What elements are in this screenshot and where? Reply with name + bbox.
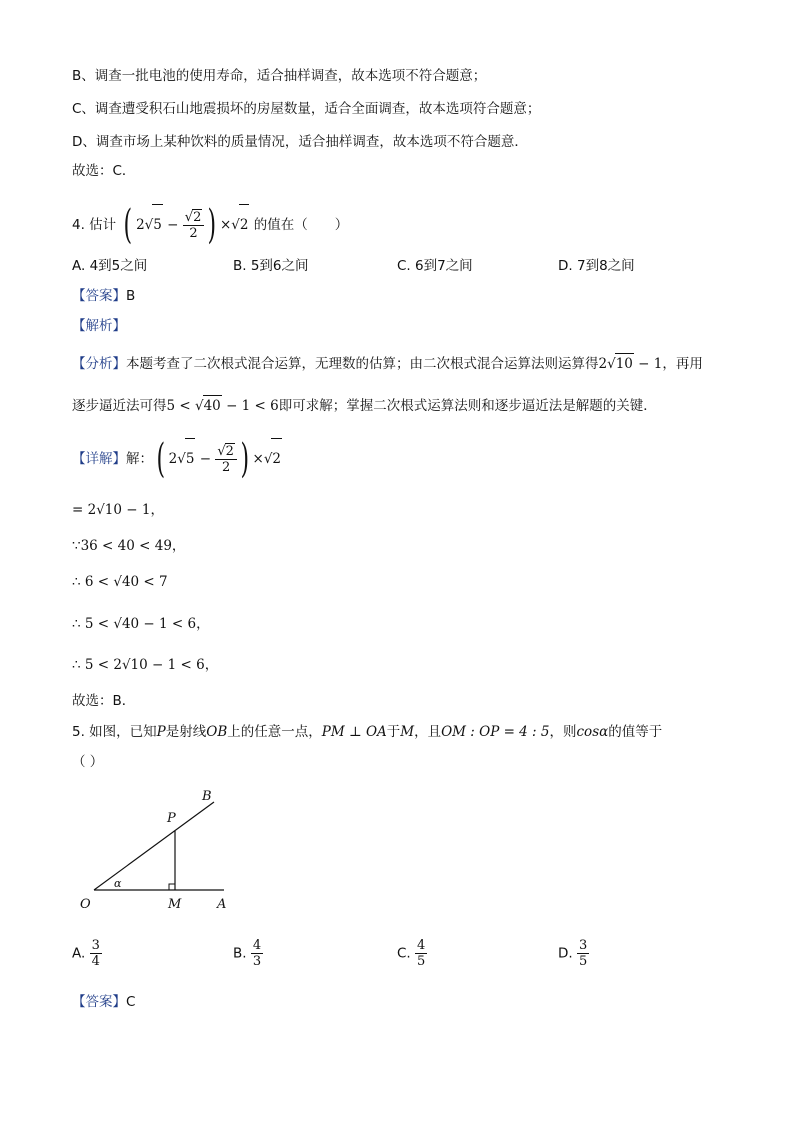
numerator: 3 (91, 938, 100, 953)
fenxi-text: 本题考查了二次根式混合运算，无理数的估算；由二次根式混合运算法则运算得 (126, 356, 599, 372)
q5-text: 的值等于 (608, 724, 663, 740)
q4-answer (72, 286, 135, 306)
fenxi-text-end: 即可求解；掌握二次根式运算法则和逐步逼近法是解题的关键． (278, 398, 657, 414)
q4-option-d: D. 7到8之间 (558, 258, 635, 274)
detail-step-4: ∴ 5 < √40 − 1 < 6， (72, 616, 210, 632)
q4-analysis-tag (72, 316, 126, 336)
detail-step-2: ∵36 < 40 < 49， (72, 538, 186, 554)
question-4-suffix: 的值在（ ） (253, 217, 349, 233)
q5-var-ob: OB (206, 724, 228, 740)
question-4 (72, 202, 349, 248)
ray-ob (94, 802, 214, 890)
label-b: B (202, 789, 212, 804)
detail-prefix: 解： (126, 451, 153, 467)
q5-option-d (558, 938, 589, 969)
q5-ratio: OM : OP = 4 : 5 (441, 724, 550, 740)
numerator: 4 (252, 938, 262, 953)
fenxi-expression-1: 2√10 − 1 (599, 356, 663, 372)
label-p: P (167, 811, 176, 826)
q5-paren: （ ） (72, 754, 104, 770)
q5-var-m: M (400, 724, 415, 740)
right-angle-mark (169, 884, 175, 890)
label-a: A (217, 897, 227, 912)
q4-conclusion: 故选：B． (72, 693, 136, 709)
analysis-tag: 【解析】 (72, 318, 126, 334)
answer-value: B (126, 288, 136, 304)
option-fraction (415, 938, 427, 969)
q5-text: 于 (386, 724, 401, 740)
q4-fenxi-line2 (72, 395, 657, 416)
denominator: 5 (578, 954, 588, 969)
option-letter: A. (72, 945, 86, 962)
option-letter: C. (397, 945, 411, 962)
detail-expression: ( 2√5 − $\frac{√2}{2}$ ) ×√2 (156, 436, 282, 482)
q5-cos: cosα (576, 724, 609, 740)
numerator: 4 (417, 938, 426, 953)
q4-option-b: B. 5到6之间 (233, 258, 309, 274)
denominator: 4 (91, 954, 100, 969)
solution-line-c: C、调查遭受积石山地震损坏的房屋数量，适合全面调查，故本选项符合题意； (72, 101, 541, 117)
solution-line-d: D、调查市场上某种饮料的质量情况，适合抽样调查，故本选项不符合题意． (72, 134, 528, 150)
q4-option-a: A. 4到5之间 (72, 258, 148, 274)
detail-step-3: ∴ 6 < √40 < 7 (72, 574, 168, 590)
q5-text: ，则 (549, 724, 577, 740)
option-fraction (577, 938, 589, 969)
fenxi-tag: 【分析】 (72, 356, 126, 372)
triangle-figure (72, 780, 242, 916)
answer-value: C (126, 994, 136, 1010)
numerator: 3 (578, 938, 588, 953)
question-4-prefix: 4. 估计 (72, 217, 117, 233)
q5-option-a (72, 938, 102, 969)
q5-text: 是射线 (165, 724, 207, 740)
q5-option-c (397, 938, 427, 969)
option-fraction (251, 938, 263, 969)
q5-text: ，且 (414, 724, 442, 740)
q5-text: 5. 如图，已知 (72, 724, 157, 740)
q4-option-c: C. 6到7之间 (397, 258, 473, 274)
detail-tag: 【详解】 (72, 451, 126, 467)
q5-text: 上的任意一点， (227, 724, 322, 740)
fenxi-text: 逐步逼近法可得 (72, 398, 167, 414)
q4-fenxi-line1 (72, 353, 703, 374)
answer-tag: 【答案】 (72, 288, 126, 304)
question-5 (72, 722, 662, 742)
label-o: O (80, 897, 91, 912)
option-letter: B. (233, 945, 247, 962)
label-m: M (168, 897, 182, 912)
detail-step-1: = 2√10 − 1， (72, 502, 164, 518)
denominator: 5 (417, 954, 426, 969)
q5-answer (72, 992, 135, 1012)
previous-answer-choice: 故选：C． (72, 163, 136, 179)
q5-perpendicular: PM ⊥ OA (321, 724, 387, 740)
fenxi-expression-2: 5 < √40 − 1 < 6 (167, 398, 279, 414)
q4-detail-line (72, 436, 282, 482)
denominator: 3 (252, 954, 262, 969)
option-fraction (90, 938, 102, 969)
label-alpha: α (114, 877, 122, 890)
answer-tag: 【答案】 (72, 994, 126, 1010)
detail-step-5: ∴ 5 < 2√10 − 1 < 6， (72, 657, 219, 673)
solution-line-b: B、调查一批电池的使用寿命，适合抽样调查，故本选项不符合题意； (72, 68, 487, 84)
q5-option-b (233, 938, 263, 969)
q5-var-p: P (156, 724, 166, 740)
fenxi-text-tail: ，再用 (662, 356, 703, 372)
option-letter: D. (558, 945, 573, 962)
question-4-expression: ( 2√5 − $\frac{√2}{2}$ ) ×√2 (123, 202, 249, 248)
